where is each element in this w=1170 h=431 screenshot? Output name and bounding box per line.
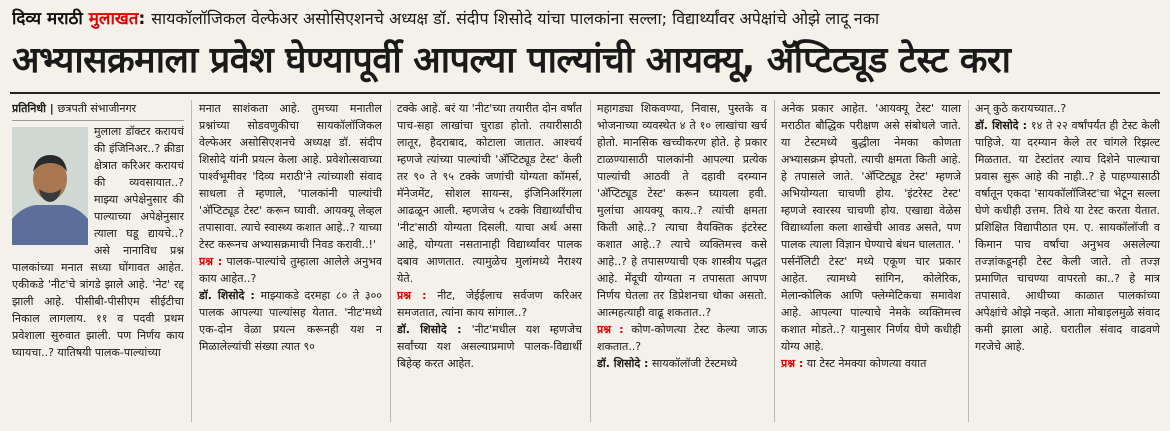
kicker-subtitle: सायकॉलॉजिकल वेल्फेअर असोसिएशनचे अध्यक्ष डॉ. संदीप शिसोदे यांचा पालकांना सल्ला; विद्यार्थ्यांवर अपेक्षांचे ओझे लादू नका <box>151 9 880 28</box>
body-paragraph <box>781 100 961 355</box>
article-column-3 <box>397 100 582 425</box>
question-paragraph <box>781 355 961 372</box>
brand-name: दिव्य मराठी <box>12 9 83 29</box>
paragraph-text: सायकॉलॉजी टेस्टमध्ये <box>651 357 738 370</box>
column-body <box>597 100 767 372</box>
paragraph-text: या टेस्ट नेमक्या कोणत्या वयात <box>806 357 927 370</box>
paragraph-text: मनात साशंकता आहे. तुमच्या मनातील प्रश्नांच्या सोडवणुकीचा सायकॉलॉजिकल वेल्फेअर असोसिएशनचे अध्यक्ष डॉ. संदीप शिसोदे यांनी प्रयत्न केला आहे. प्रवेशोत्सवाच्या पार्श्वभूमीवर 'दिव्य मराठी'ने त्यांच्याशी संवाद साधला ते म्हणाले, 'पालकांनी पाल्यांची 'अ‍ॅप्टिट्यूड टेस्ट' करून घ्यावी. आयक्यू लेव्हल तपासावा. त्याचे स्वास्थ्य कशात आहे..? याच्या टेस्ट करूनच अभ्यासक्रमाची निवड करावी..!' <box>199 102 382 251</box>
question-paragraph <box>597 321 767 355</box>
byline <box>12 100 184 121</box>
paragraph-text: पालक-पाल्यांचे तुम्हाला आलेले अनुभव काय आहेत..? <box>199 255 382 285</box>
answer-paragraph <box>199 287 382 355</box>
paragraph-text: अनेक प्रकार आहेत. 'आयक्यू टेस्ट' याला मराठीत बौद्धिक परीक्षण असे संबोधले जाते. या टेस्टमध्ये बुद्धीला नेमका कोणता अभ्यासक्रम झेपतो. त्याची क्षमता किती आहे. हे तपासले जाते. 'अ‍ॅप्टिट्यूड टेस्ट' म्हणजे अभियोग्यता चाचणी होय. 'इंटरेस्ट टेस्ट' म्हणजे स्वारस्य चाचणी होय. एखाद्या वेळेस विद्यार्थ्याला कला शाखेची आवड असते, पण पालक त्याला विज्ञान घेण्याचे बंधन घालतात. ' पर्सनॅलिटी टेस्ट' मध्ये एकूण चार प्रकार आहेत. त्यामध्ये सांगिन, कोलेरिक, मेलान्कोलिक आणि फ्लेग्मेटिकचा समावेश आहे. आपल्या पाल्याचे नेमके व्यक्तिमत्त्व कशात मोडते..? यानुसार निर्णय घेणे कधीही योग्य आहे. <box>781 102 961 353</box>
column-body <box>199 100 382 355</box>
question-label: प्रश्न : <box>199 255 223 268</box>
article-column-5 <box>781 100 961 425</box>
question-label: प्रश्न : <box>597 323 624 336</box>
answer-paragraph <box>397 321 582 372</box>
paragraph-text: महागड्या शिकवण्या, निवास, पुस्तके व भोजनाच्या व्यवस्थेत ४ ते १० लाखांचा खर्च होतो. मानसिक खच्चीकरण होते. हे प्रकार टाळण्यासाठी पालकांनी आपल्या प्रत्येक पाल्यांची आठवी ते दहावी दरम्यान 'अ‍ॅप्टिट्यूड टेस्ट' करून घ्यायला हवी. मुलांचा आयक्यू काय..? त्यांची क्षमता किती आहे..? त्याचा वैयक्तिक इंटरेस्ट कशात आहे..? त्याचे व्यक्तिमत्त्व कसे आहे..? हे तपासण्याची एक शास्त्रीय पद्धत आहे. मेंदूची योग्यता न तपासता आपण निर्णय घेतला तर डिप्रेशनचा धोका असतो. आत्महत्याही वाढू शकतात..? <box>597 102 767 319</box>
headline-rule <box>10 92 1160 94</box>
column-body <box>975 100 1160 355</box>
column-divider <box>590 100 591 422</box>
paragraph-text: कोण-कोणत्या टेस्ट केल्या जाऊ शकतात..? <box>597 323 767 353</box>
paragraph-text: माझ्याकडे दरमहा ८० ते ३०० पालक आपल्या पाल्यांसह येतात. 'नीट'मध्ये एक-दोन वेळा प्रयत्न करूनही यश न मिळालेल्यांची संख्या त्यात ९० <box>199 289 382 353</box>
article-column-2 <box>199 100 382 425</box>
byline-name: प्रतिनिधी <box>12 102 46 115</box>
kicker-colon: : <box>138 9 146 29</box>
question-paragraph <box>397 287 582 321</box>
headline: अभ्यासक्रमाला प्रवेश घेण्यापूर्वी आपल्या पाल्यांची आयक्यू, अ‍ॅप्टिट्यूड टेस्ट करा <box>12 40 1011 81</box>
body-paragraph <box>199 100 382 253</box>
paragraph-text: १४ ते २२ वर्षांपर्यंत ही टेस्ट केली पाहिजे. या दरम्यान केले तर चांगले रिझल्ट मिळतात. या टेस्टांतर त्याच दिशेने पाल्याचा प्रवास सुरू आहे की नाही..? हे पाहण्यासाठी वर्षातून एकदा 'सायकॉलॉजिस्ट'चा भेटून सल्ला घेणे कधीही उत्तम. तिथे या टेस्ट करता येतात. प्रशिक्षित विद्यापीठात एम. ए. सायकॉलॉजी व किमान पाच वर्षांचा अनुभव असलेल्या तज्ज्ञांकडूनही टेस्ट केली जाते. तो तज्ज्ञ प्रमाणित चाचण्या वापरतो का..? हे मात्र तपासावे. आधीच्या काळात पालकांच्या अपेक्षांचे ओझे नव्हते. आता मोबाइलमुळे संवाद कमी झाला आहे. घरातील संवाद वाढवणे गरजेचे आहे. <box>975 119 1160 353</box>
body-paragraph <box>975 100 1160 117</box>
author-photo <box>12 127 88 245</box>
byline-city: छत्रपती संभाजीनगर <box>57 102 137 115</box>
column-divider <box>968 100 969 422</box>
column-divider <box>390 100 391 422</box>
speaker-label: डॉ. शिसोदे : <box>597 357 649 370</box>
speaker-label: डॉ. शिसोदे : <box>975 119 1028 132</box>
paragraph-text: अन् कुठे करायच्यात..? <box>975 102 1067 115</box>
paragraph-text: नीट, जेईईलाच सर्वजण करिअर समजतात, त्यांना काय सांगाल..? <box>397 289 582 319</box>
question-label: प्रश्न : <box>781 357 804 370</box>
body-paragraph <box>397 100 582 287</box>
section-label: मुलाखत <box>88 9 139 29</box>
question-paragraph <box>199 253 382 287</box>
answer-paragraph <box>597 355 767 372</box>
speaker-label: डॉ. शिसोदे : <box>397 323 462 336</box>
person-portrait-icon <box>12 127 88 245</box>
article-column-6 <box>975 100 1160 425</box>
paragraph-text: टक्के आहे. बरं या 'नीट'च्या तयारीत दोन वर्षांत पाच-सहा लाखांचा चुराडा होतो. तयारीसाठी लातूर, हैदराबाद, कोटाला जातात. आश्चर्य म्हणजे त्यांच्या पाल्यांची 'अ‍ॅप्टिट्यूड टेस्ट' केली तर ९० ते ९५ टक्के जणांची योग्यता कॉमर्स, मॅनेजमेंट, सोशल सायन्स, इंजिनिअरिंगला आढळून आली. म्हणजेच ५ टक्के विद्यार्थ्यांचीच 'नीट'साठी योग्यता दिसली. याचा अर्थ असा आहे, योग्यता नसतानाही विद्यार्थ्यांवर पालक दबाव आणतात. त्यामुळेच मुलांमध्ये नैराश्य येते. <box>397 102 582 285</box>
column-body <box>397 100 582 372</box>
question-label: प्रश्न : <box>397 289 427 302</box>
article-column-1 <box>12 100 184 425</box>
speaker-label: डॉ. शिसोदे : <box>199 289 255 302</box>
column-body <box>781 100 961 372</box>
column-divider <box>191 100 192 422</box>
answer-paragraph <box>975 117 1160 355</box>
paragraph-text: मुलाला डॉक्टर करायचं की इंजिनिअर..? क्रीडा क्षेत्रात करिअर करायचं की व्यवसायात..? माझ्या अपेक्षेनुसार की पाल्याच्या अपेक्षेनुसार त्याला घडू द्यायचे..? असे नानाविध प्रश्न पालकांच्या मनात सध्या घोंगावत आहेत. एकीकडे 'नीट'चे त्रांगडे झाले आहे. 'नेट' रद्द झाली आहे. पीसीबी-पीसीएम सीईटीचा निकाल लागलाय. ११ व पदवी प्रथम प्रवेशाला सुरुवात झाली. पण निर्णय काय घ्यायचा..? यातिषयी पालक-पाल्यांच्या <box>12 125 184 359</box>
kicker-line <box>12 6 1162 32</box>
byline-separator: | <box>49 102 54 115</box>
body-paragraph <box>597 100 767 321</box>
column-divider <box>774 100 775 422</box>
paragraph-text: 'नीट'मधील यश म्हणजेच सर्वांच्या यश असल्याप्रमाणे पालक-विद्यार्थी बिहेव्ह करत आहेत. <box>397 323 582 370</box>
article-column-4 <box>597 100 767 425</box>
